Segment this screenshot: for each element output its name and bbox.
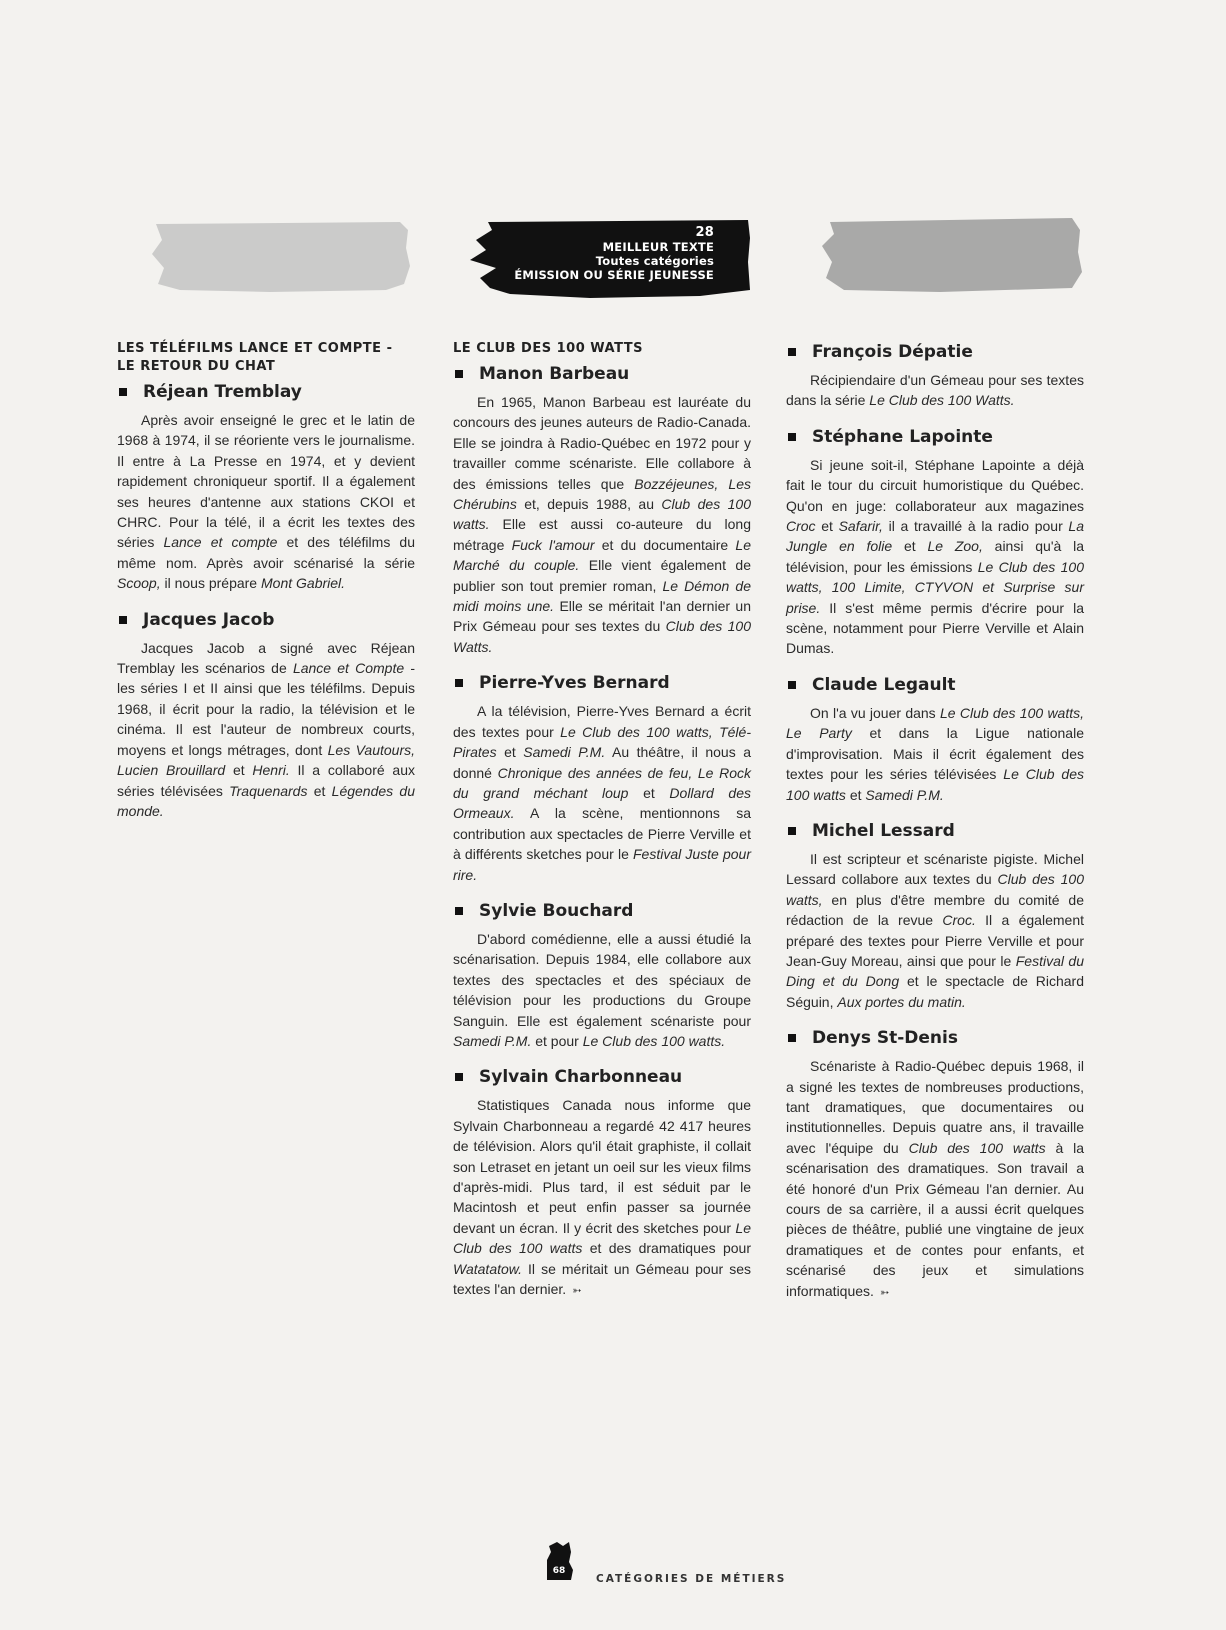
person-name-text: Sylvain Charbonneau: [479, 1067, 683, 1088]
bullet-icon: [455, 370, 463, 378]
bullet-icon: [788, 348, 796, 356]
bullet-icon: [119, 616, 127, 624]
person-name: [453, 899, 751, 923]
bio-text: Il se méritait un Gémeau pour ses textes l'an dernier.: [453, 1260, 751, 1298]
bio-text: Il a également préparé des textes pour Pierre Verville et pour Jean-Guy Moreau, ainsi que pour le: [786, 912, 1084, 969]
bullet-icon: [788, 681, 796, 689]
person-name: [453, 1065, 751, 1089]
continue-arrow-icon: ➳: [879, 1286, 890, 1299]
bio-text: A la scène, mentionnons sa contribution aux spectacles de Pierre Verville et à différents sketches pour le: [453, 805, 751, 863]
bio-italic: Traquenards: [229, 782, 308, 799]
person-entry: [453, 1065, 751, 1301]
bio-italic: Club des 100 Watts.: [453, 618, 751, 655]
bio-italic: Croc: [786, 518, 816, 535]
section-title: [117, 340, 415, 376]
bio-text: En 1965, Manon Barbeau est lauréate du concours des jeunes auteurs de Radio-Canada. Elle se joindra à Radio-Québec en 1972 pour y travailler comme scénariste. Elle collabore à des émissions telles que: [453, 394, 751, 492]
bio-text: à la scénarisation des dramatiques. Son travail a été honoré d'un Prix Gémeau l'an dernier. Au cours de sa carrière, il a aussi écrit quelques pièces de théâtre, publié une vingtaine de jeux dramatiques et de contes pour enfants, et scénarisé des jeux et simulations informatiques.: [786, 1139, 1084, 1299]
bio-italic: Fuck l'amour: [511, 536, 595, 553]
bio-italic: Club des 100 watts: [908, 1139, 1046, 1156]
continue-arrow-icon: ➳: [572, 1285, 582, 1298]
person-entry: [453, 671, 751, 885]
bio-text: Il s'est même permis d'écrire pour la scène, notamment pour Pierre Verville et Alain Dumas.: [786, 599, 1084, 657]
person-bio: [453, 701, 751, 885]
header-label: [470, 218, 752, 302]
bio-text: Statistiques Canada nous informe que Sylvain Charbonneau a regardé 42 417 heures de télévision. Alors qu'il était graphiste, il collait son Letraset en jetant un oeil sur les vieux films d'après-midi. Plus tard, il est séduit par le Macintosh et peut enfin passer sa journée devant un écran. Il y écrit des sketches pour: [453, 1097, 751, 1236]
bio-text: il a travaillé à la radio pour: [882, 518, 1069, 535]
bio-italic: Aux portes du matin.: [837, 993, 966, 1010]
person-name-text: Claude Legault: [812, 674, 956, 695]
person-entry: [453, 899, 751, 1051]
person-name-text: Pierre-Yves Bernard: [479, 673, 670, 694]
bio-italic: Samedi P.M.: [523, 744, 606, 761]
person-bio: [117, 410, 415, 594]
bio-text: et des téléfilms du même nom. Après avoir scénarisé la série: [117, 534, 415, 571]
bio-italic: Watatatow.: [453, 1260, 523, 1277]
person-name: [786, 819, 1084, 843]
section-title: LE CLUB DES 100 WATTS: [453, 341, 643, 356]
brush-stroke-right: [820, 216, 1082, 294]
category-subtitle: Toutes catégories: [595, 254, 714, 268]
bio-italic: Légendes du monde.: [117, 782, 415, 819]
bio-text: Elle se méritait l'an dernier un Prix Gémeau pour ses textes du: [453, 598, 751, 635]
bio-text: il nous prépare: [160, 575, 261, 592]
footer-label: CATÉGORIES DE MÉTIERS: [596, 1573, 787, 1585]
bio-italic: Le Club des 100 watts, Le Party: [786, 704, 1085, 742]
bio-text: Elle vient également de publier son tout premier roman,: [453, 557, 751, 594]
bio-italic: Le Club des 100 watts, Télé-Pirates: [453, 723, 751, 761]
bio-text: et pour: [531, 1032, 583, 1049]
person-name-text: François Dépatie: [812, 342, 973, 362]
bio-text: A la télévision, Pierre-Yves Bernard a écrit des textes pour: [453, 703, 751, 740]
bio-italic: Le Marché du couple.: [453, 536, 751, 574]
bio-text: Si jeune soit-il, Stéphane Lapointe a déjà fait le tour du circuit humoristique du Québec. Qu'on en juge: collaborateur aux magazines: [786, 456, 1084, 514]
person-name-text: Denys St-Denis: [812, 1028, 958, 1049]
bullet-icon: [455, 679, 463, 687]
bio-text: Il est scripteur et scénariste pigiste. Michel Lessard collabore aux textes du: [786, 850, 1084, 888]
bio-text: D'abord comédienne, elle a aussi étudié la scénarisation. Depuis 1984, elle collabore aux textes des spectacles et des spéciaux de télévision pour les productions du Groupe Sanguin. Elle est également scénariste pour: [453, 930, 751, 1029]
person-bio: [453, 1095, 751, 1301]
bio-text: Récipiendaire d'un Gémeau pour ses textes dans la série: [786, 372, 1084, 409]
person-bio: [786, 703, 1084, 805]
person-bio: [453, 929, 751, 1051]
bio-text: On l'a vu jouer dans: [810, 704, 940, 721]
person-bio: [786, 849, 1084, 1012]
person-entry: [117, 608, 415, 822]
bio-text: Après avoir enseigné le grec et le latin de 1968 à 1974, il se réoriente vers le journalisme. Il entre à La Presse en 1974, et y devient rapidement chroniqueur sportif. Il a également ses heures d'antenne aux stations CKOI et CHRC. Pour la télé, il a écrit les textes des séries: [117, 412, 415, 551]
person-name: [786, 673, 1084, 697]
bio-text: et: [225, 762, 253, 779]
bullet-icon: [455, 1073, 463, 1081]
bio-text: et du documentaire: [594, 536, 736, 553]
bio-text: ainsi qu'à la télévision, pour les émissions: [786, 538, 1084, 575]
bullet-icon: [788, 433, 796, 441]
person-name-text: Réjean Tremblay: [143, 382, 302, 402]
bio-italic: Le Club des 100 watts: [453, 1219, 751, 1257]
person-name: [786, 425, 1084, 449]
bullet-icon: [455, 907, 463, 915]
person-name: [786, 1026, 1084, 1050]
bio-text: et, depuis 1988, au: [516, 496, 662, 513]
bio-italic: Samedi P.M.: [453, 1032, 532, 1049]
section-title-line1: LES TÉLÉFILMS LANCE ET COMPTE -: [117, 341, 393, 356]
bio-italic: Dollard des Ormeaux.: [453, 784, 751, 822]
column-1: [117, 340, 415, 821]
bio-italic: Le Club des 100 watts: [786, 766, 1085, 803]
bio-italic: Samedi P.M.: [865, 786, 944, 803]
bio-text: et: [496, 744, 524, 761]
person-name-text: Stéphane Lapointe: [812, 426, 993, 447]
bio-italic: Les Vautours, Lucien Brouillard: [117, 741, 415, 779]
bio-italic: La Jungle en folie: [786, 518, 1084, 555]
column-3: [786, 340, 1084, 1303]
person-name: [117, 380, 415, 404]
bio-italic: Le Club des 100 watts, 100 Limite, CTYVON et Surprise sur prise.: [786, 558, 1084, 616]
bio-italic: Le Club des 100 Watts.: [869, 392, 1015, 409]
bio-text: et des dramatiques pour: [582, 1240, 751, 1257]
bullet-icon: [119, 388, 127, 396]
person-name-text: Sylvie Bouchard: [479, 900, 634, 921]
bio-italic: Chronique des années de feu, Le Rock du grand méchant loup: [453, 764, 751, 801]
person-name-text: Jacques Jacob: [143, 609, 275, 630]
person-name-text: Manon Barbeau: [479, 364, 630, 384]
bio-text: Elle est aussi co-auteure du long métrage: [453, 516, 751, 553]
bio-text: et le spectacle de Richard Séguin,: [786, 973, 1084, 1010]
bio-italic: Safarir,: [838, 518, 883, 535]
person-entry: [117, 380, 415, 594]
person-bio: [786, 1056, 1084, 1303]
bio-italic: Club des 100 watts.: [453, 496, 751, 533]
person-name: [786, 340, 1084, 364]
bio-text: - les séries I et II ainsi que les téléfilms. Depuis 1968, il écrit pour la radio, la télévision et le cinéma. Il est l'auteur de nombreux courts, moyens et longs métrages, dont: [117, 660, 415, 758]
person-entry: [786, 673, 1084, 805]
bio-italic: Le Démon de midi moins une.: [453, 577, 751, 615]
person-name: [453, 362, 751, 386]
person-bio: [786, 370, 1084, 411]
bio-italic: Lance et Compte: [292, 660, 405, 677]
bio-italic: Le Club des 100 watts.: [582, 1032, 726, 1049]
person-entry: [786, 340, 1084, 411]
person-entry: [453, 362, 751, 657]
bio-italic: Bozzéjeunes, Les Chérubins: [453, 475, 751, 513]
column-2: [453, 340, 751, 1301]
bio-italic: Le Zoo,: [927, 538, 983, 555]
page-number: 68: [552, 1566, 566, 1576]
bio-italic: Henri.: [252, 762, 290, 779]
bio-text: et: [628, 784, 670, 801]
bio-text: et dans la Ligue nationale d'improvisation. Mais il écrit également des textes pour les séries télévisées: [786, 725, 1084, 783]
person-bio: [453, 392, 751, 657]
bio-text: et: [892, 538, 928, 555]
bio-text: Au théâtre, il nous a donné: [453, 744, 751, 781]
bullet-icon: [788, 1034, 796, 1042]
category-number: 28: [695, 225, 714, 240]
bio-text: Scénariste à Radio-Québec depuis 1968, il a signé les textes de nombreuses productions, tant dramatiques, que documentaires ou institutionnelles. Depuis quatre ans, il travaille avec l'équipe du: [786, 1058, 1084, 1156]
bio-text: Jacques Jacob a signé avec Réjean Tremblay les scénarios de: [117, 639, 415, 677]
bullet-icon: [788, 827, 796, 835]
person-bio: [786, 455, 1084, 659]
brush-stroke-left: [150, 218, 412, 294]
bio-italic: Festival Juste pour rire.: [453, 846, 752, 883]
category-type: ÉMISSION OU SÉRIE JEUNESSE: [514, 268, 714, 282]
bio-italic: Croc.: [942, 912, 976, 929]
bio-italic: Club des 100 watts,: [786, 871, 1084, 908]
bio-italic: Scoop,: [117, 575, 161, 592]
person-entry: [786, 819, 1084, 1012]
section-title-line2: LE RETOUR DU CHAT: [117, 359, 276, 374]
person-name: [117, 608, 415, 632]
bio-italic: Lance et compte: [163, 534, 278, 551]
bio-text: Il a collaboré aux séries télévisées: [117, 762, 415, 799]
bio-italic: Mont Gabriel.: [261, 575, 346, 592]
bio-text: en plus d'être membre du comité de rédaction de la revue: [786, 891, 1084, 929]
person-name: [453, 671, 751, 695]
person-entry: [786, 1026, 1084, 1303]
category-title: MEILLEUR TEXTE: [602, 240, 714, 254]
bio-text: et: [307, 782, 332, 799]
bio-italic: Festival du Ding et du Dong: [786, 952, 1084, 990]
person-entry: [786, 425, 1084, 659]
bio-text: et: [815, 518, 839, 535]
person-name-text: Michel Lessard: [812, 820, 955, 841]
bio-text: et: [845, 786, 866, 803]
person-bio: [117, 638, 415, 822]
